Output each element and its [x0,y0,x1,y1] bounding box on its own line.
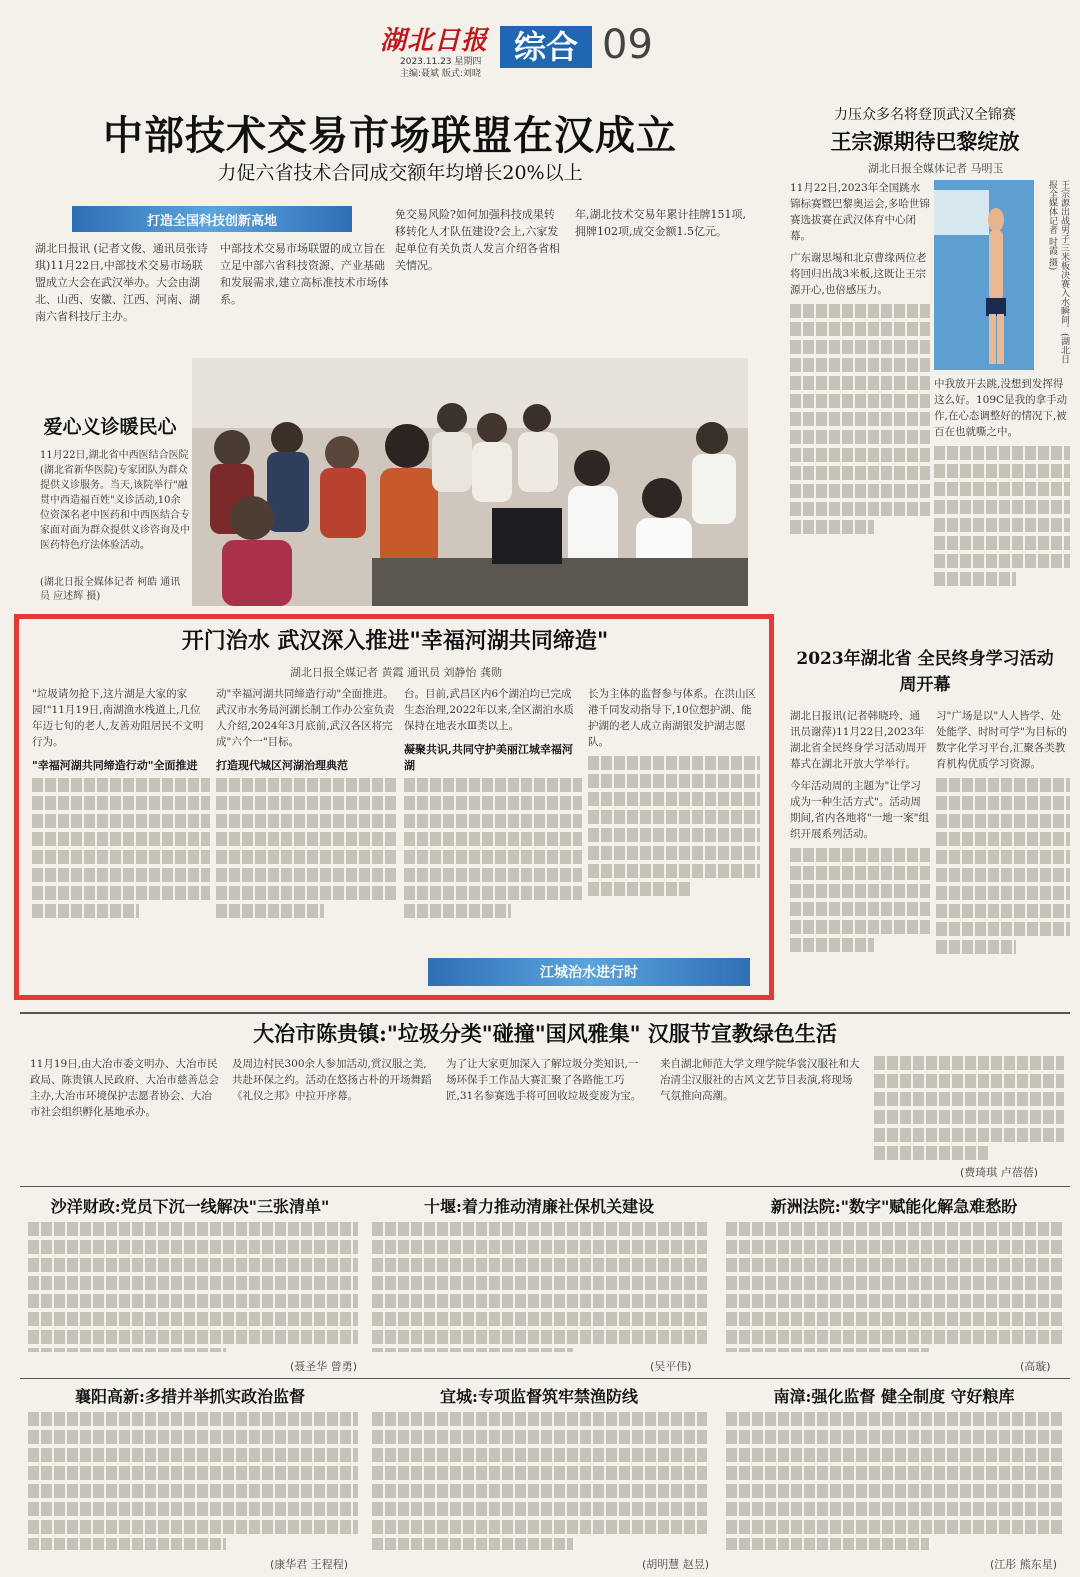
masthead [380,18,700,78]
river-col-1 [32,686,210,986]
diver-illustration [934,180,1034,370]
lead-col-3 [395,206,565,346]
sports-col-2 [934,376,1070,600]
brief-credit: (江彤 熊东星) [990,1558,1058,1571]
clinic-photo-illustration [192,358,748,606]
daye-paragraph: 来自湖北师范大学文理学院华裳汉服社和大冶清尘汉服社的古风文艺节目表演,将现场气氛推向高潮。 [660,1058,860,1102]
lead-banner: 打造全国科技创新高地 [72,206,352,232]
river-paragraph: 动"幸福河湖共同缔造行动"全面推进。武汉市水务局河湖长制工作办公室负责人介绍,2024年3月底前,武汉各区将完成"六个一"目标。 [216,688,395,748]
clinic-body: 11月22日,湖北省中西医结合医院(湖北省新华医院)专家团队为群众提供义诊服务。当天,该院举行"融贯中西造福百姓"义诊活动,10余位资深名老中医药和中西医结合专家面对面为群众提供义诊咨询及中医药特色疗法体验活动。 [40,450,190,551]
river-col-3 [404,686,582,986]
river-paragraph: "垃圾请勿抢下,这片湖是大家的家园!"11月19日,南湖渔水栈道上,几位年迈七旬的老人,友善劝阻居民不文明行为。 [32,688,204,748]
river-body-filler [32,778,210,928]
river-subhead-1: "幸福河湖共同缔造行动"全面推进 [32,759,198,772]
river-body-filler [216,778,396,928]
river-body-filler [588,756,760,896]
daye-credit: (费琦琪 卢蓓蓓) [960,1166,1039,1179]
river-byline: 湖北日报全媒记者 黄霞 通讯员 刘静怡 龚勋 [290,666,502,679]
brief-headline: 沙洋财政:党员下沉一线解决"三张清单" [50,1197,330,1216]
sports-kicker: 力压众多名将登顶武汉全锦赛 [834,107,1016,123]
sports-headline: 王宗源期待巴黎绽放 [830,129,1020,154]
sports-body-filler [934,446,1070,596]
learning-headline: 2023年湖北省 全民终身学习活动周开幕 [796,649,1054,695]
lead-col-4 [575,206,750,346]
brief-headline: 十堰:着力推动清廉社保机关建设 [424,1197,654,1216]
clinic-credit: (湖北日报全媒体记者 柯皓 通讯员 应述辉 摄) [40,577,181,602]
learning-col-2 [936,708,1070,998]
divider [20,1186,1070,1187]
brief-credit: (吴平伟) [650,1360,692,1373]
lead-paragraph: 中部技术交易市场联盟的成立旨在立足中部六省科技资源、产业基础和发展需求,建立高标准技术市场体系。 [220,242,389,306]
daye-col-5 [874,1056,1064,1162]
sports-paragraph: 中我放开去跳,没想到发挥得这么好。109C是我的拿手动作,在心态调整好的情况下,被百在也就嘶之中。 [934,378,1068,438]
daye-col-1 [30,1056,220,1182]
brief-body [372,1222,707,1352]
river-headline: 开门治水 武汉深入推进"幸福河湖共同缔造" [181,628,609,654]
river-subhead-2: 打造现代城区河湖治理典范 [216,759,348,772]
daye-col-4 [660,1056,860,1182]
learning-paragraph: 习"广场是以"人人皆学、处处能学、时时可学"为目标的数字化学习平台,汇聚各类教育机构优质学习资源。 [936,710,1067,770]
lead-subheadline: 力促六省技术合同成交额年均增长20%以上 [217,162,583,184]
daye-paragraph: 及周边村民300余人参加活动,赏汉服之美,共赴环保之约。活动在悠扬古朴的开场舞蹈《礼仪之邦》中拉开序幕。 [232,1058,432,1102]
sports-photo [934,180,1034,370]
daye-col-2 [232,1056,432,1182]
learning-paragraph: 湖北日报讯(记者韩晓玲、通讯员谢萍)11月22日,2023年湖北省全民终身学习活动周开幕式在湖北开放大学举行。 [790,710,927,770]
clinic-headline: 爱心义诊暖民心 [43,416,177,438]
issue-date: 2023.11.23 星期四 [400,57,482,67]
learning-col-1 [790,708,930,998]
learning-body-filler [936,778,1070,978]
daye-paragraph: 11月19日,由大冶市委文明办、大冶市民政局、陈贵镇人民政府、大冶市慈善总会主办,大冶市环境保护志愿者协会、大冶市社会组织孵化基地承办。 [30,1058,219,1118]
brief-headline: 南漳:强化监督 健全制度 守好粮库 [773,1387,1015,1406]
brief-credit: (高璇) [1020,1360,1051,1373]
sports-paragraph: 广东谢思埸和北京曹缘两位老将回归出战3米板,这既让王宗源开心,也倍感压力。 [790,252,927,296]
brief-headline: 宜城:专项监督筑牢禁渔防线 [440,1387,638,1406]
sports-body-filler [790,304,930,564]
lead-paragraph: 年,湖北技术交易年累计挂牌151项,拥牌102项,成交金额1.5亿元。 [575,208,746,238]
daye-paragraph: 为了让大家更加深入了解垃圾分类知识,一场环保手工作品大赛汇聚了各路能工巧匠,31名参赛选手将可回收垃圾变废为宝。 [446,1058,642,1102]
newspaper-logo: 湖北日报 [380,26,489,56]
brief-credit: (康华君 王程程) [270,1558,349,1571]
brief-body [28,1222,358,1352]
sports-col-1 [790,180,930,600]
clinic-photo [192,358,748,606]
brief-credit: (胡明慧 赵昱) [642,1558,710,1571]
lead-paragraph: 湖北日报讯 (记者文俊、通讯员张诗琪)11月22日,中部技术交易市场联盟成立大会在武汉举办。大会由湖北、山西、安徽、江西、河南、湖南六省科技厅主办。 [35,242,208,323]
lead-headline: 中部技术交易市场联盟在汉成立 [103,113,677,159]
brief-body [28,1412,358,1550]
river-paragraph: 台。目前,武昌区内6个湖泊均已完成生态治理,2022年以来,全区湖泊水质保持在地表水Ⅲ类以上。 [404,688,574,732]
section-label: 综合 [500,26,592,68]
brief-body [726,1412,1064,1550]
sports-caption: 王宗源出战男子三米板决赛入水瞬间。(湖北日报全媒体记者 时霞 摄) [1047,180,1069,364]
learning-paragraph: 今年活动周的主题为"让学习成为一种生活方式"。活动周期间,省内各地将"一地一案"组织开展系列活动。 [790,780,929,840]
brief-headline: 新洲法院:"数字"赋能化解急难愁盼 [770,1197,1018,1216]
brief-credit: (聂圣华 曾勇) [290,1360,358,1373]
lead-paragraph: 免交易风险?如何加强科技成果转移转化人才队伍建设?会上,六家发起单位有关负责人发言介绍各省相关情况。 [395,208,560,272]
learning-body-filler [790,848,930,968]
brief-body [372,1412,707,1550]
daye-headline: 大冶市陈贵镇:"垃圾分类"碰撞"国风雅集" 汉服节宣教绿色生活 [253,1021,837,1046]
brief-headline: 襄阳高新:多措并举抓实政治监督 [75,1387,305,1406]
river-subhead-3: 凝聚共识,共同守护美丽江城幸福河湖 [404,743,573,772]
daye-col-3 [446,1056,646,1182]
river-paragraph: 长为主体的监督参与体系。在洪山区港千同发动指导下,10位想护湖、能护湖的老人成立南湖银发护湖志愿队。 [588,688,756,748]
lead-col-2 [220,240,390,350]
river-banner: 江城治水进行时 [428,958,750,986]
divider [20,1012,1070,1014]
page-number: 09 [602,22,653,68]
brief-body [726,1222,1064,1352]
sports-byline: 湖北日报全媒体记者 马明玉 [868,162,1004,175]
divider [20,1378,1070,1379]
sports-paragraph: 11月22日,2023年全国跳水锦标赛暨巴黎奥运会,多哈世锦赛选拔赛在武汉体育中心闭幕。 [790,182,930,242]
lead-col-1 [35,240,210,350]
river-col-2 [216,686,396,986]
river-col-4 [588,686,760,936]
issue-editors: 主编:聂斌 版式:刘晓 [400,69,481,79]
river-body-filler [404,778,582,928]
